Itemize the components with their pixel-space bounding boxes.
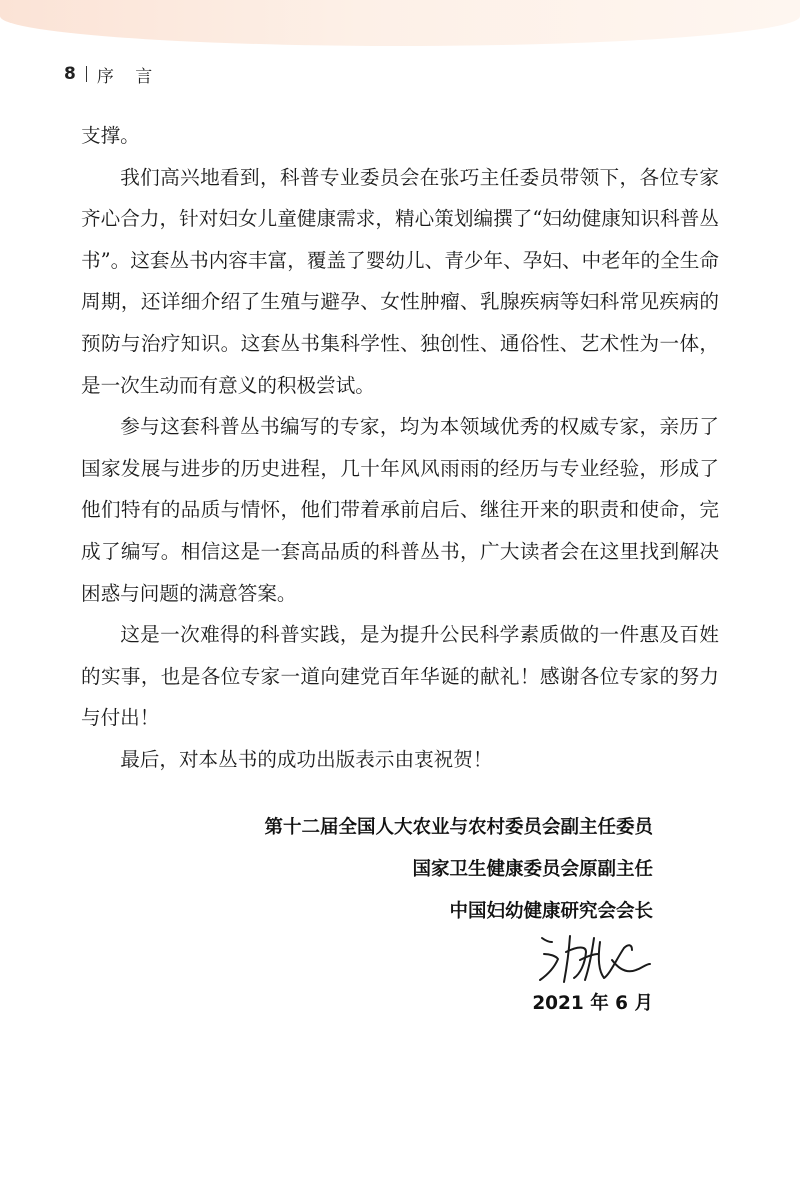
- section-title: 序 言: [96, 66, 161, 87]
- preface-body: [81, 115, 719, 781]
- paragraph: 参与这套科普丛书编写的专家，均为本领域优秀的权威专家，亲历了国家发展与进步的历史进程，几十年风风雨雨的经历与专业经验，形成了他们特有的品质与情怀，他们带着承前启后、继往开来的职责和使命，完成了编写。相信这是一套高品质的科普丛书，广大读者会在这里找到解决困惑与问题的满意答案。: [81, 415, 719, 605]
- page-number: 8: [64, 64, 76, 84]
- paragraph-continuation: 支撑。: [81, 124, 140, 147]
- paragraph: 最后，对本丛书的成功出版表示由衷祝贺！: [120, 747, 493, 771]
- author-title-line: 中国妇幼健康研究会会长: [449, 901, 653, 922]
- running-header: [64, 60, 160, 88]
- handwritten-signature-icon: [534, 930, 654, 986]
- header-divider: [86, 66, 87, 82]
- paragraph: 我们高兴地看到，科普专业委员会在张巧主任委员带领下，各位专家齐心合力，针对妇女儿童健康需求，精心策划编撰了“妇幼健康知识科普丛书”。这套丛书内容丰富，覆盖了婴幼儿、青少年、孕妇、中老年的全生命周期，还详细介绍了生殖与避孕、女性肿瘤、乳腺疾病等妇科常见疾病的预防与治疗知识。这套丛书集科学性、独创性、通俗性、艺术性为一体，是一次生动而有意义的积极尝试。: [81, 165, 719, 397]
- author-titles: [93, 807, 653, 933]
- signature-date: 2021 年 6 月: [532, 993, 653, 1014]
- author-title-line: 国家卫生健康委员会原副主任: [412, 859, 653, 880]
- header-decoration-band: [0, 0, 800, 46]
- author-title-line: 第十二届全国人大农业与农村委员会副主任委员: [264, 817, 653, 838]
- paragraph: 这是一次难得的科普实践，是为提升公民科学素质做的一件惠及百姓的实事，也是各位专家一道向建党百年华诞的献礼！感谢各位专家的努力与付出！: [81, 623, 719, 730]
